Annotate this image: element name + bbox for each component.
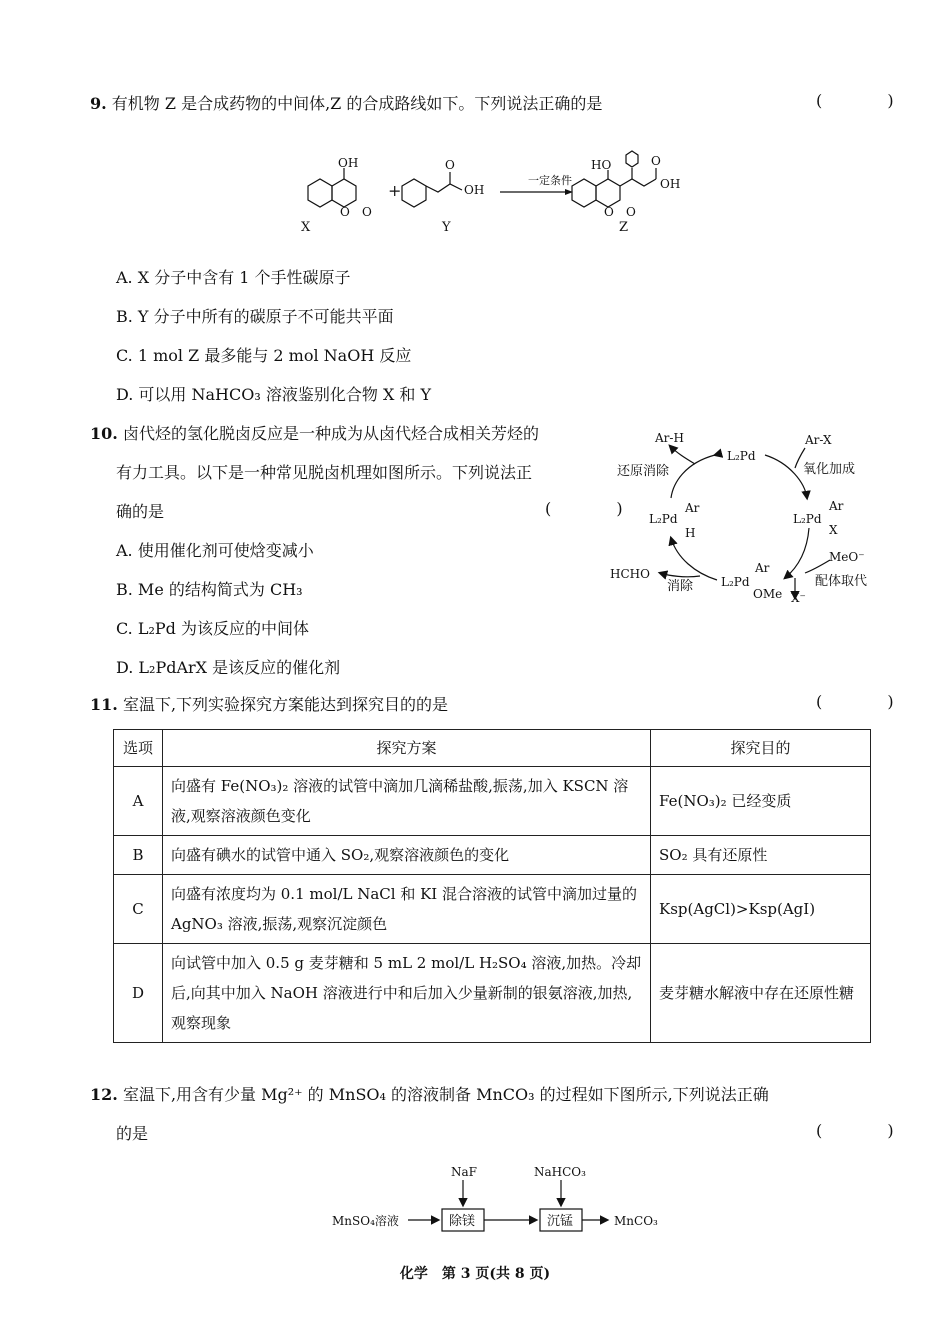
row-goal: SO₂ 具有还原性	[651, 836, 871, 875]
flow-box1-label: 除镁	[449, 1214, 476, 1229]
cycle-right-ar: Ar	[829, 499, 844, 513]
molecule-z	[572, 151, 656, 207]
q10-option-a: A. 使用催化剂可使焓变减小	[116, 541, 314, 560]
q11-number: 11.	[90, 695, 118, 714]
cycle-left-l2pd: L₂Pd	[649, 512, 678, 526]
flow-box2-label: 沉锰	[547, 1214, 574, 1229]
arrow-out-arh	[670, 446, 695, 464]
table-row	[114, 767, 871, 836]
flow-reagent1: NaF	[451, 1165, 477, 1179]
table-row	[114, 944, 871, 1043]
row-plan: 向盛有 Fe(NO₃)₂ 溶液的试管中滴加几滴稀盐酸,振荡,加入 KSCN 溶液,观察溶液颜色变化	[163, 767, 651, 836]
cycle-arc-bottom-left	[671, 538, 717, 580]
cycle-hcho: HCHO	[610, 567, 650, 581]
q9-option-a: A. X 分子中含有 1 个手性碳原子	[116, 268, 351, 287]
q10-stem-line-3: 确的是	[116, 502, 165, 521]
y-oh: OH	[464, 183, 485, 197]
q10-answer-paren: ( )	[545, 499, 653, 518]
q9-answer-paren: ( )	[816, 91, 924, 110]
row-goal: Ksp(AgCl)>Ksp(AgI)	[651, 875, 871, 944]
plus-sign: +	[388, 181, 402, 200]
x-carbonyl-o: O	[362, 205, 372, 219]
flow-reagent2: NaHCO₃	[534, 1165, 586, 1179]
q10-catalytic-cycle	[605, 428, 885, 606]
cycle-left-ar: Ar	[685, 501, 700, 515]
cycle-bottom-ome: OMe	[753, 587, 783, 601]
z-ring-o: O	[604, 205, 614, 219]
q10-stem-line-1	[90, 421, 539, 444]
cycle-arc-bottom-right	[785, 528, 809, 578]
reaction-condition: 一定条件	[528, 174, 572, 187]
table-header-row	[114, 730, 871, 767]
x-oh: OH	[338, 156, 359, 170]
row-goal: 麦芽糖水解液中存在还原性糖	[651, 944, 871, 1043]
cycle-step-ligand: 配体取代	[815, 574, 868, 589]
row-plan: 向试管中加入 0.5 g 麦芽糖和 5 mL 2 mol/L H₂SO₄ 溶液,加热。冷却后,向其中加入 NaOH 溶液进行中和后加入少量新制的银氨溶液,加热,观察现象	[163, 944, 651, 1043]
cycle-arx: Ar-X	[805, 433, 832, 447]
q12-stem-line-1	[90, 1082, 769, 1105]
header-goal: 探究目的	[651, 730, 871, 767]
header-plan: 探究方案	[163, 730, 651, 767]
cycle-arc-top-right	[765, 455, 807, 498]
q11-experiment-table	[113, 729, 871, 1043]
flow-product: MnCO₃	[614, 1214, 658, 1228]
table-row	[114, 875, 871, 944]
q11-stem-text: 室温下,下列实验探究方案能达到探究目的的是	[122, 695, 449, 714]
cycle-meo: MeO⁻	[829, 550, 865, 564]
q9-stem	[90, 91, 602, 114]
q9-reaction-scheme	[290, 150, 710, 240]
q10-option-b: B. Me 的结构简式为 CH₃	[116, 580, 303, 599]
z-label: Z	[619, 220, 629, 235]
cycle-xminus: X⁻	[791, 591, 806, 605]
header-option: 选项	[114, 730, 163, 767]
row-plan: 向盛有浓度均为 0.1 mol/L NaCl 和 KI 混合溶液的试管中滴加过量的 AgNO₃ 溶液,振荡,观察沉淀颜色	[163, 875, 651, 944]
q10-stem-line-2: 有力工具。以下是一种常见脱卤机理如图所示。下列说法正	[116, 463, 533, 482]
y-carbonyl-o: O	[445, 158, 455, 172]
cycle-step-oxidative: 氧化加成	[803, 462, 856, 477]
z-lactone-o: O	[626, 205, 636, 219]
row-option: C	[114, 875, 163, 944]
row-plan: 向盛有碘水的试管中通入 SO₂,观察溶液颜色的变化	[163, 836, 651, 875]
molecule-y	[402, 172, 462, 207]
q9-option-d: D. 可以用 NaHCO₃ 溶液鉴别化合物 X 和 Y	[116, 385, 432, 404]
row-option: B	[114, 836, 163, 875]
cycle-bottom-l2pd: L₂Pd	[721, 575, 750, 589]
q10-option-c: C. L₂Pd 为该反应的中间体	[116, 619, 309, 638]
q11-stem	[90, 692, 448, 715]
cycle-l2pd: L₂Pd	[727, 449, 756, 463]
page-footer: 化学 第 3 页(共 8 页)	[399, 1266, 551, 1282]
y-label: Y	[442, 220, 451, 235]
cycle-left-h: H	[685, 526, 696, 540]
q9-number: 9.	[90, 94, 107, 113]
cycle-step-elimination: 消除	[667, 579, 694, 594]
flow-start: MnSO₄溶液	[332, 1214, 399, 1228]
table-row	[114, 836, 871, 875]
cycle-right-x: X	[829, 523, 838, 537]
z-carbonyl-o: O	[651, 154, 661, 168]
cycle-right-l2pd: L₂Pd	[793, 512, 822, 526]
q9-option-b: B. Y 分子中所有的碳原子不可能共平面	[116, 307, 394, 326]
molecule-x	[308, 168, 356, 207]
q9-stem-text: 有机物 Z 是合成药物的中间体,Z 的合成路线如下。下列说法正确的是	[111, 94, 603, 113]
arrow-out-hcho	[660, 573, 700, 577]
z-oh: OH	[660, 177, 681, 191]
q12-stem-text-1: 室温下,用含有少量 Mg²⁺ 的 MnSO₄ 的溶液制备 MnCO₃ 的过程如下图所示,下列说法正确	[122, 1085, 769, 1104]
cycle-arh: Ar-H	[655, 431, 684, 445]
cycle-bottom-ar: Ar	[755, 561, 770, 575]
q11-answer-paren: ( )	[816, 692, 924, 711]
q9-option-c: C. 1 mol Z 最多能与 2 mol NaOH 反应	[116, 346, 412, 365]
row-option: D	[114, 944, 163, 1043]
x-label: X	[301, 220, 311, 235]
q12-process-flow	[330, 1160, 670, 1235]
cycle-step-reductive: 还原消除	[617, 464, 670, 479]
q10-number: 10.	[90, 424, 118, 443]
row-goal: Fe(NO₃)₂ 已经变质	[651, 767, 871, 836]
q12-stem-line-2: 的是	[116, 1124, 149, 1143]
row-option: A	[114, 767, 163, 836]
cycle-arc-top-left	[671, 455, 715, 498]
q10-option-d: D. L₂PdArX 是该反应的催化剂	[116, 658, 341, 677]
arrow-in-meo	[805, 560, 830, 573]
q12-number: 12.	[90, 1085, 118, 1104]
z-ho: HO	[591, 158, 612, 172]
q12-answer-paren: ( )	[816, 1121, 924, 1140]
x-ring-o: O	[340, 205, 350, 219]
q10-stem-text-1: 卤代烃的氢化脱卤反应是一种成为从卤代烃合成相关芳烃的	[122, 424, 539, 443]
